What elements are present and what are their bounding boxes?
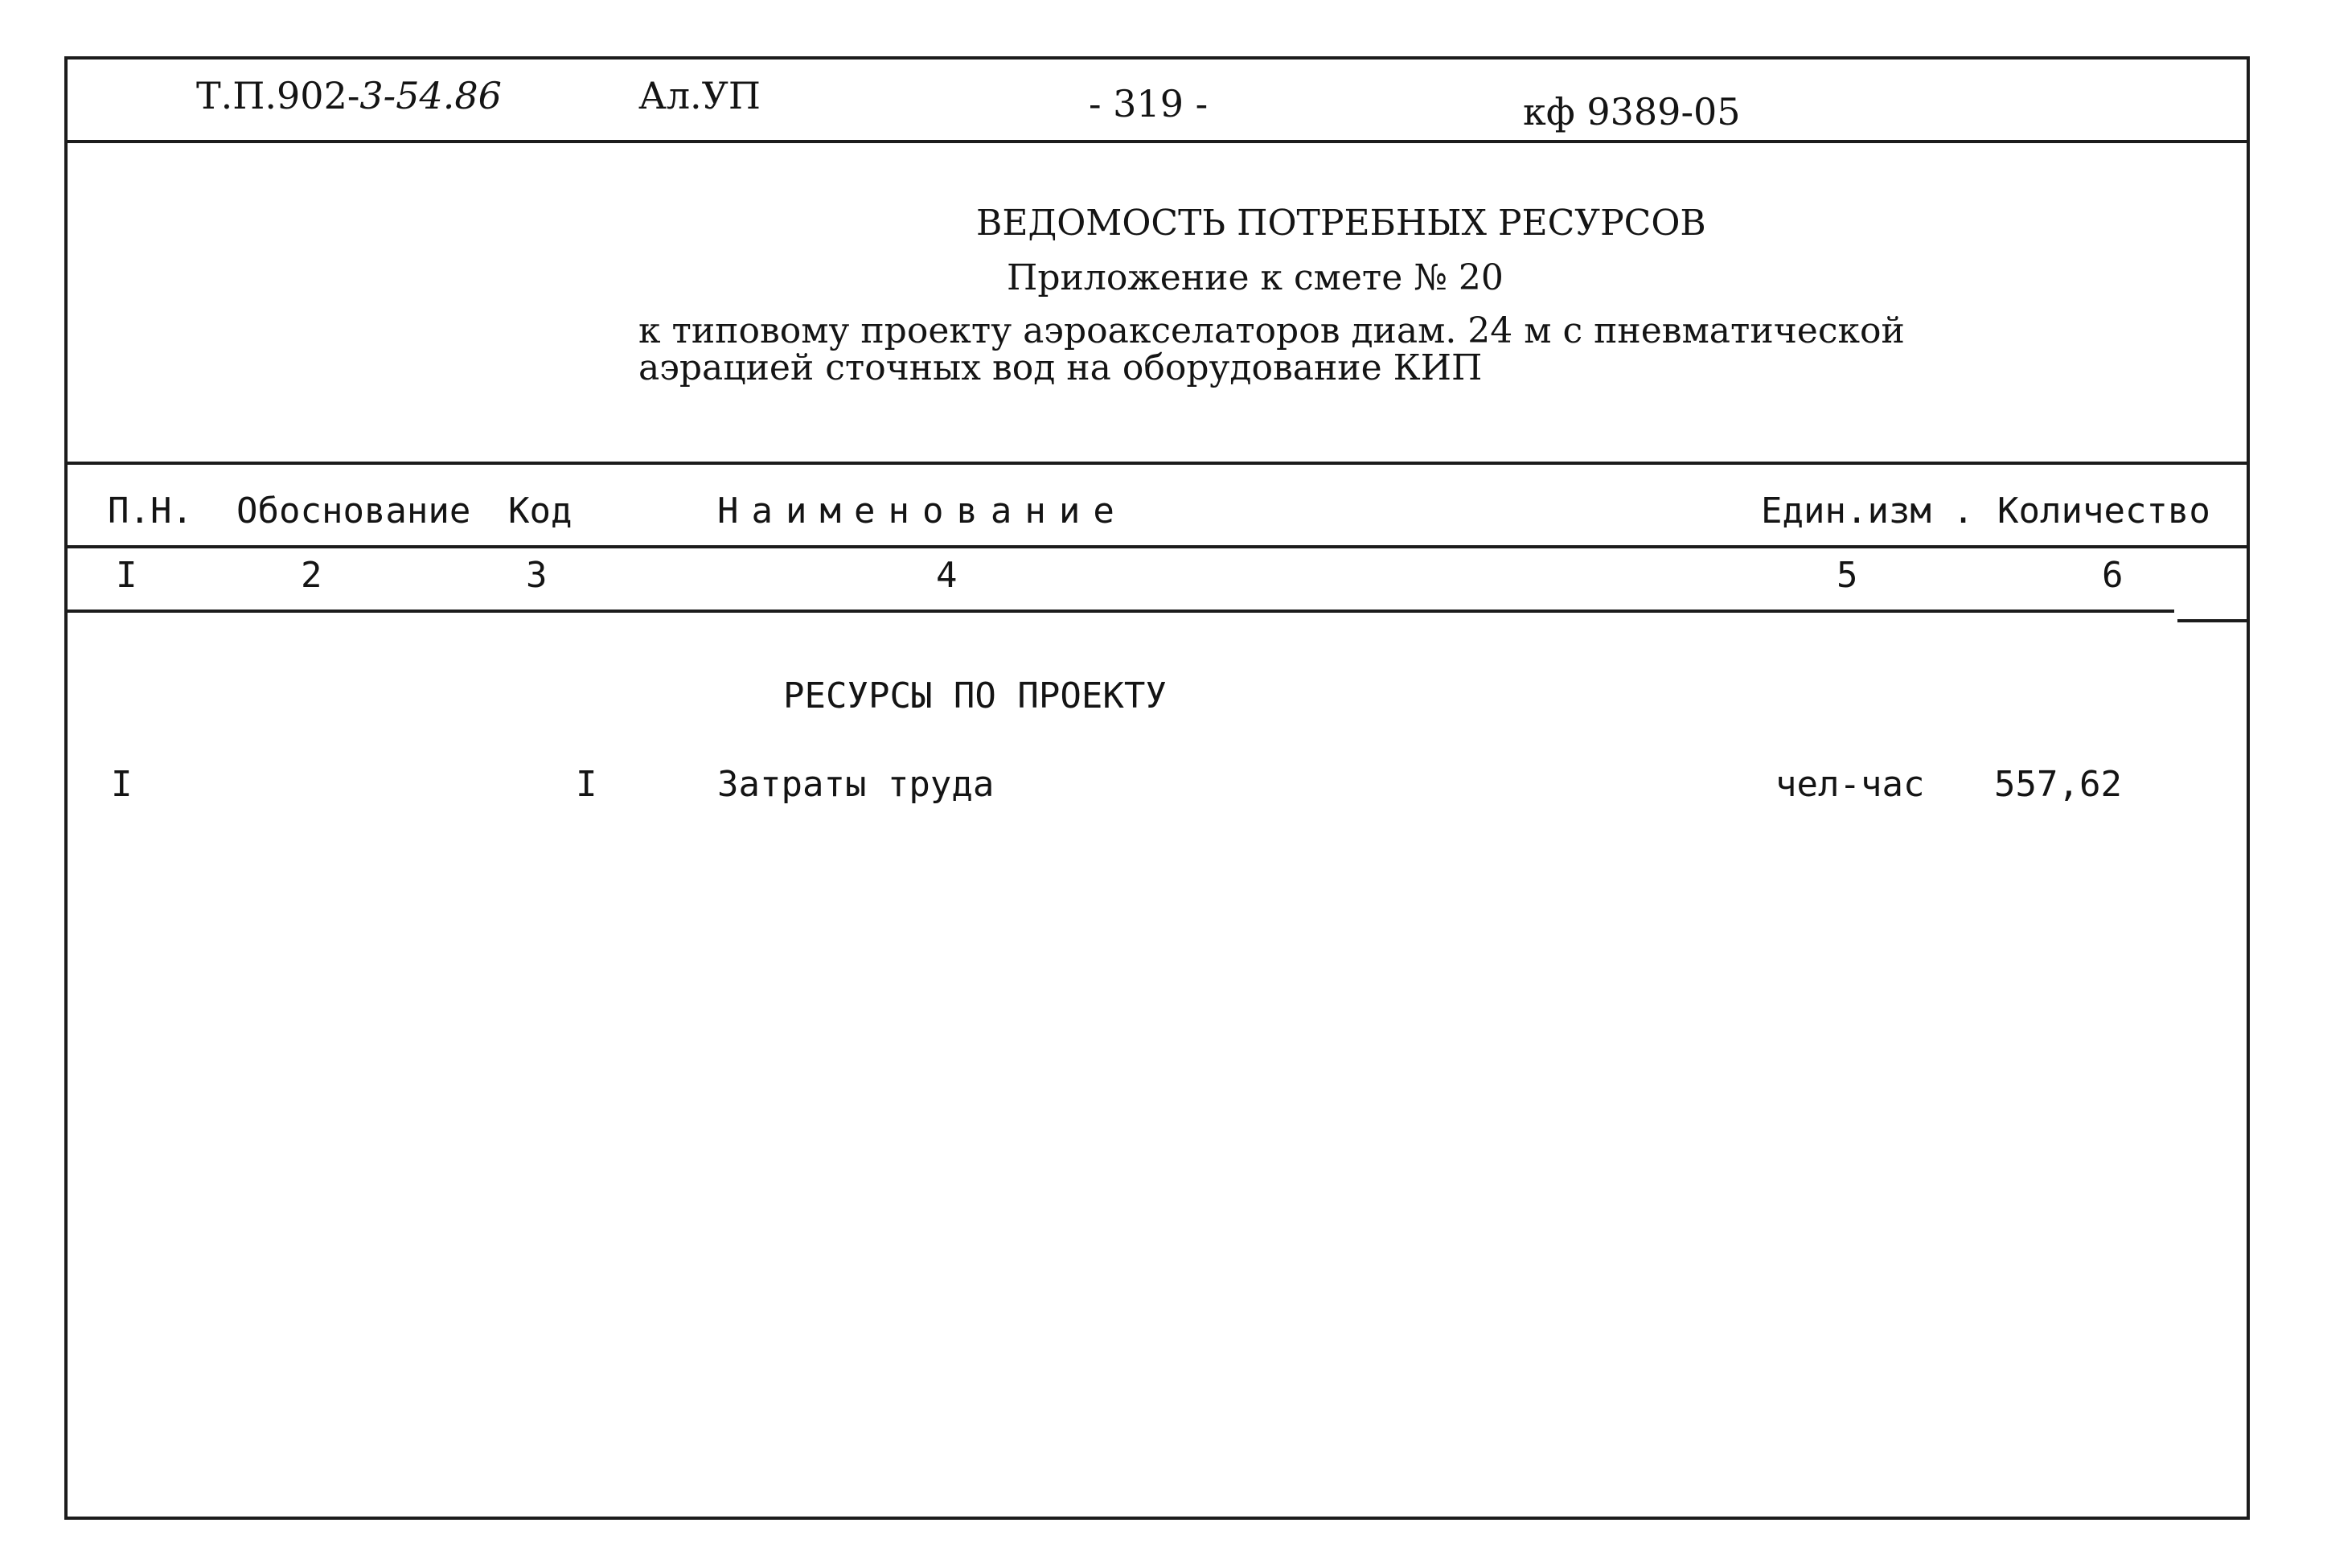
document-subtitle: Приложение к смете № 20 <box>1007 257 1504 298</box>
column-number-unit: 5 <box>1837 555 1858 596</box>
column-number-justification: 2 <box>301 555 322 596</box>
column-number-code: 3 <box>526 555 548 596</box>
document-description-line2: аэрацией сточных вод на оборудование КИП <box>638 347 1483 388</box>
document-sheet <box>64 56 2250 1520</box>
column-number-name: 4 <box>936 555 958 596</box>
document-title: ВЕДОМОСТЬ ПОТРЕБНЫХ РЕСУРСОВ <box>976 203 1706 244</box>
column-header-quantity: Количество <box>1997 491 2210 532</box>
column-number-pn: I <box>116 555 137 596</box>
album-label: Ал.УП <box>638 74 761 117</box>
column-header-justification: Обоснование <box>236 491 471 532</box>
column-number-rule <box>68 610 2174 613</box>
column-header-name: Наименование <box>717 491 1127 532</box>
column-number-rule-tail <box>2177 619 2247 622</box>
document-description-line1: к типовому проекту аэроакселаторов диам. 24 м с пневматической <box>638 310 1905 351</box>
inventory-number: кф 9389-05 <box>1523 90 1741 133</box>
project-code <box>196 74 502 117</box>
column-header-pn: П.Н. <box>108 491 193 532</box>
row-pn: I <box>111 764 133 805</box>
column-header-rule <box>68 545 2247 548</box>
section-title: РЕСУРСЫ ПО ПРОЕКТУ <box>783 675 1167 716</box>
column-number-quantity: 6 <box>2102 555 2124 596</box>
row-name: Затраты труда <box>717 764 995 805</box>
row-unit: чел-час <box>1775 764 1925 805</box>
table-top-rule <box>68 462 2247 465</box>
row-quantity: 557,62 <box>1994 764 2122 805</box>
column-header-unit: Един.изм . <box>1761 491 1974 532</box>
project-code-prefix: Т.П.902- <box>196 74 360 117</box>
project-code-handwritten: 3-54.86 <box>359 74 502 117</box>
row-code: I <box>576 764 597 805</box>
column-header-code: Код <box>508 491 573 532</box>
header-divider <box>68 140 2247 143</box>
page-number: - 319 - <box>1089 82 1209 125</box>
